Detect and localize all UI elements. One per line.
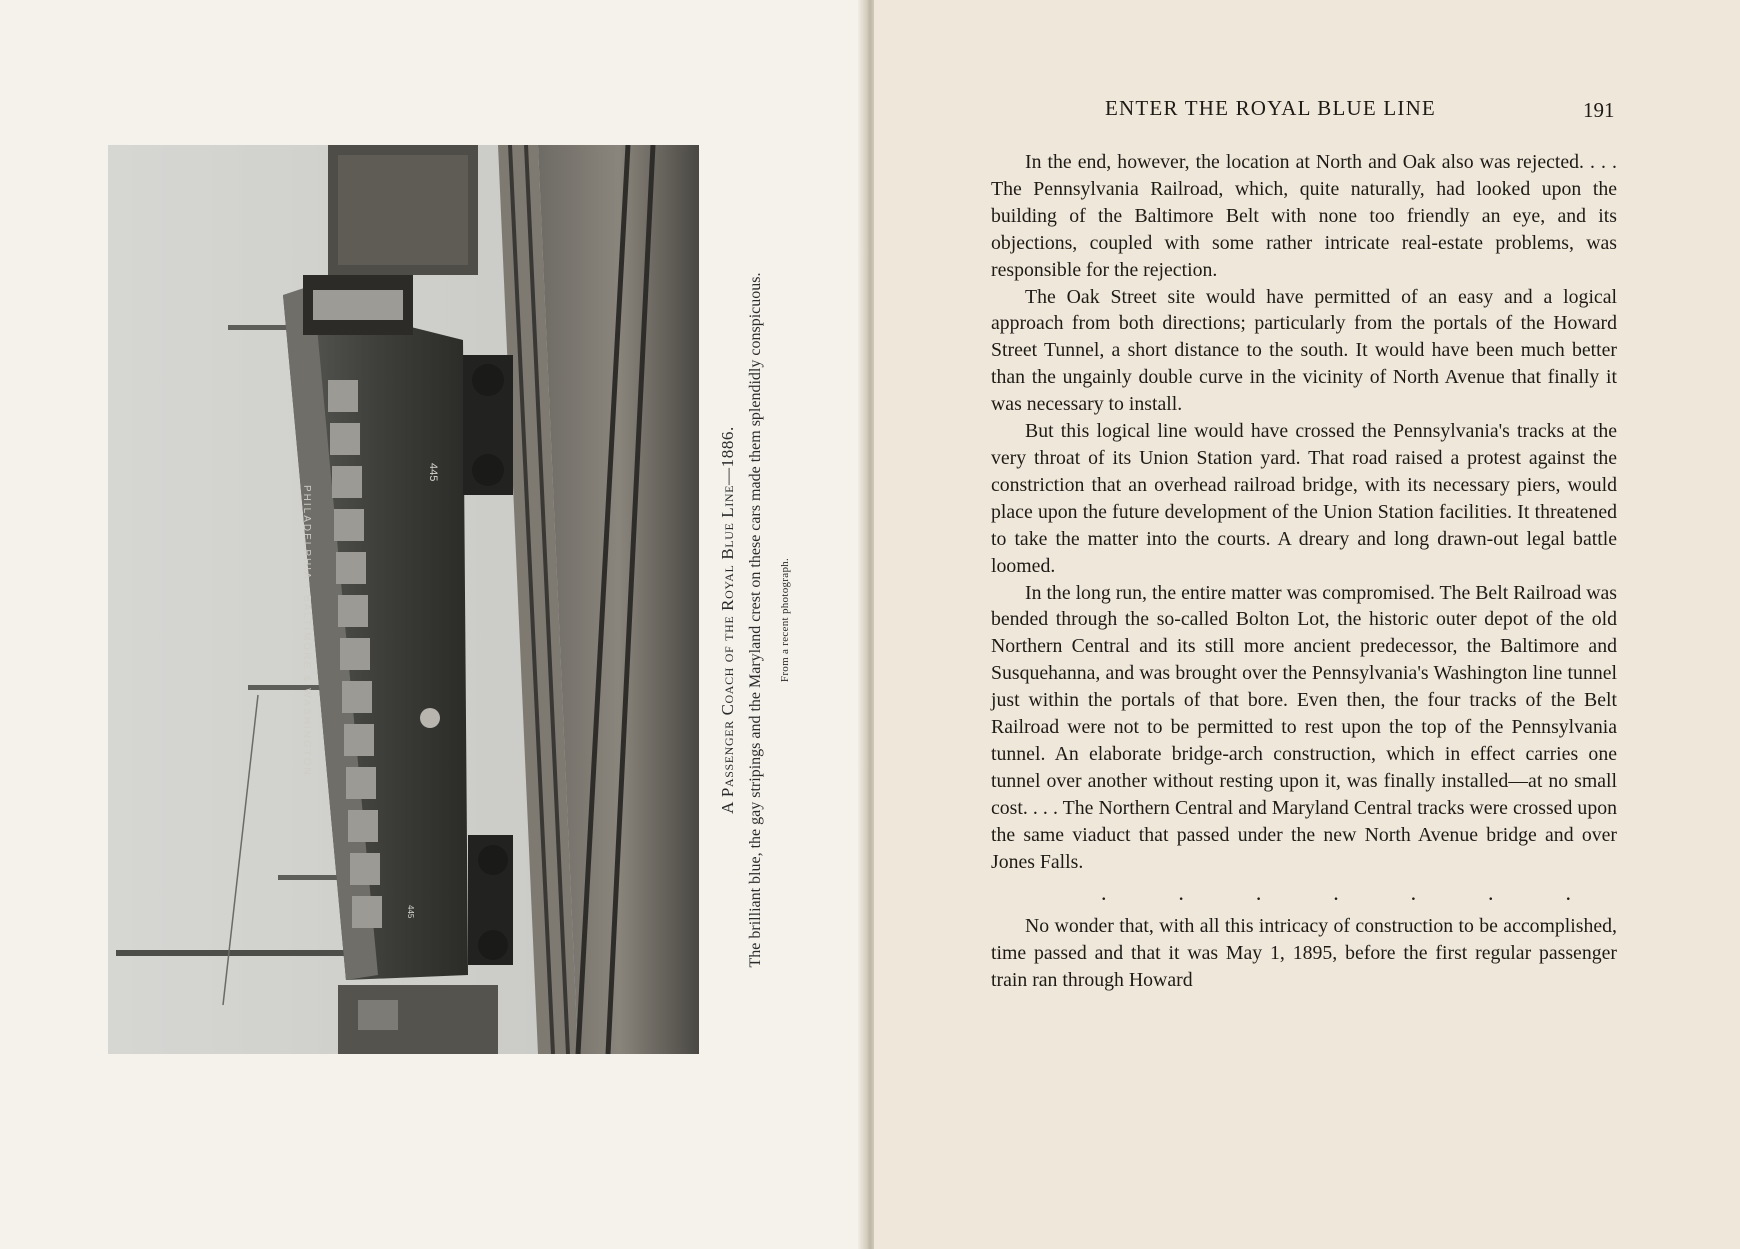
caption-credit: From a recent photograph. (779, 557, 791, 683)
passenger-coach-photograph (108, 145, 699, 1054)
coach-lettering: PHILADELPHIA · BALTIMORE & WASHINGTON (301, 485, 312, 777)
section-break-dot: . (1255, 880, 1262, 906)
section-break (1101, 881, 1571, 905)
section-break-dot: . (1488, 880, 1494, 906)
section-break-dot: . (1410, 880, 1417, 906)
closing-paragraph: No wonder that, with all this intricacy of construction to be accomplished, time passed and that it was May 1, 1895, before the first regular passenger train ran through Howard (991, 915, 1617, 992)
paragraph: In the long run, the entire matter was compromised. The Belt Railroad was bended through the so-called Bolton Lot, the historic outer depot of the old Northern Central and its still more ancient predecessor, the Baltimore and Susquehanna, and was brought over the Pennsylvania's Washington line tunnel just within the portals of that bore. Even then, the four tracks of the Belt Railroad were not to be permitted to rest upon the top of the Pennsylvania tunnel. An elaborate bridge-arch construction, which in effect carries one tunnel over another without resting upon it, was finally installed—at no small cost. . . . The Northern Central and Maryland Central tracks were crossed upon the same viaduct that passed under the new North Avenue bridge and over Jones Falls. (991, 581, 1617, 873)
paragraph: But this logical line would have crossed the Pennsylvania's tracks at the very throat of its Union Station yard. That road raised a protest against the constriction that an overhead railroad bridge, with its necessary piers, would place upon the future development of the Union Station facilities. It threatened to take the matter into the courts. A dreary and long drawn-out legal battle loomed. (991, 420, 1617, 577)
caption-title: A Passenger Coach of the Royal Blue Line—1886. (718, 426, 737, 814)
coach-number-small: 445 (406, 905, 415, 919)
left-page (0, 0, 866, 1249)
body-text (991, 149, 1617, 994)
section-break-dot: . (1101, 880, 1107, 906)
page-number: 191 (1583, 98, 1615, 122)
section-break-dot: . (1565, 880, 1571, 906)
caption-description: The brilliant blue, the gay stripings and the Maryland crest on these cars made them splendidly conspicuous. (747, 272, 764, 968)
section-break-dot: . (1178, 880, 1184, 906)
section-break-dot: . (1333, 880, 1339, 906)
paragraph: In the end, however, the location at North and Oak also was rejected. . . . The Pennsylvania Railroad, which, quite naturally, had looked upon the building of the Baltimore Belt with none too friendly an eye, and its objections, coupled with some rather intricate real-estate problems, was responsible for the rejection. (991, 151, 1617, 281)
running-head: ENTER THE ROYAL BLUE LINE (1105, 96, 1436, 120)
coach-number: 445 (427, 463, 439, 482)
paragraph: The Oak Street site would have permitted of an easy and a logical approach from both directions; particularly from the portals of the Howard Street Tunnel, a short distance to the south. It would have been much better than the ungainly double curve in the vicinity of North Avenue that finally it was necessary to install. (991, 285, 1617, 416)
